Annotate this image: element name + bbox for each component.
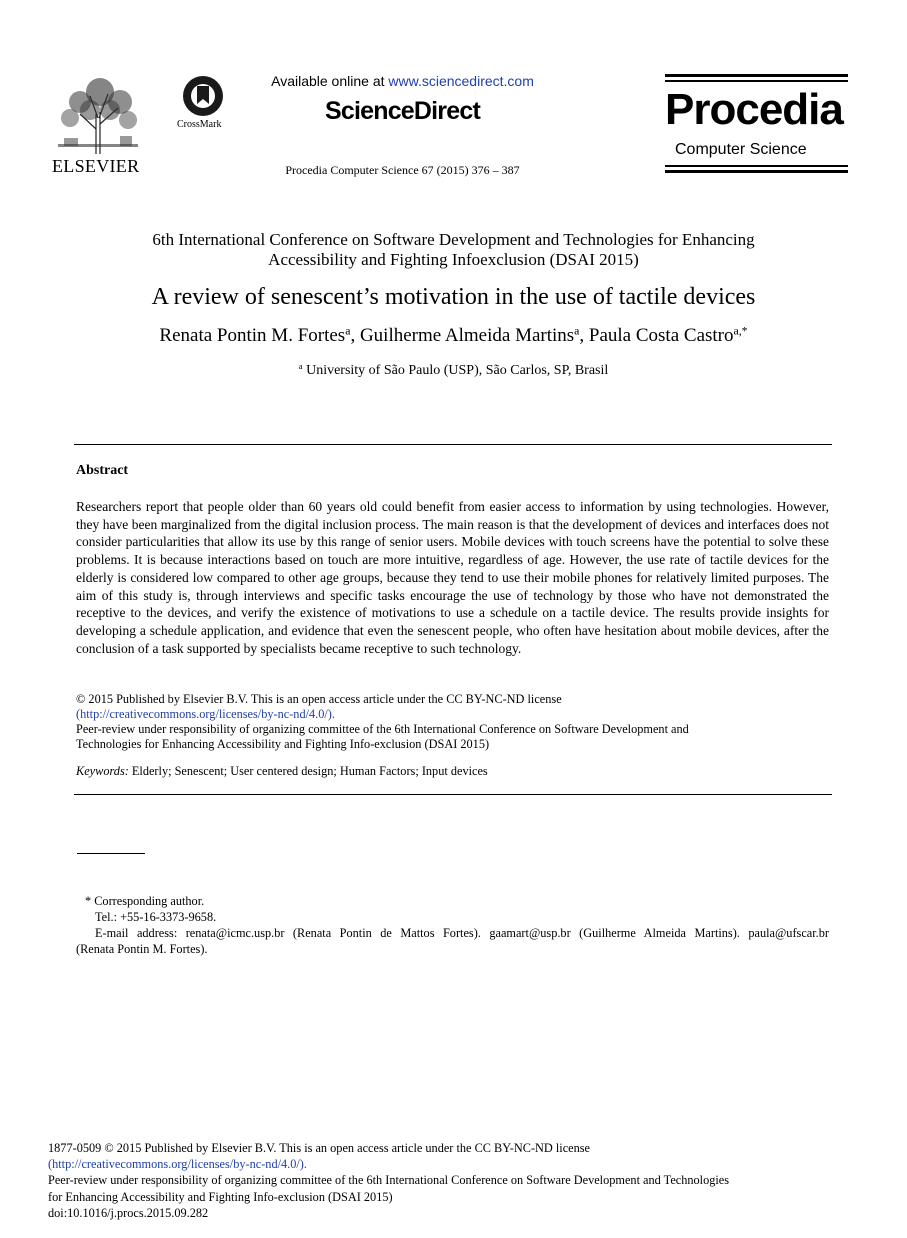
keywords bbox=[76, 764, 488, 779]
conference-line-2: Accessibility and Fighting Infoexclusion (DSAI 2015) bbox=[268, 250, 639, 269]
corresponding-author-note bbox=[76, 893, 829, 957]
page-footer bbox=[48, 1140, 848, 1221]
corresponding-author-email-1: E-mail address: renata@icmc.usp.br (Renata Pontin de Mattos Fortes). gaamart@usp.br (Guilherme Almeida Martins). paula@ufscar.br bbox=[95, 926, 829, 940]
elsevier-wordmark: ELSEVIER bbox=[52, 156, 140, 176]
corresponding-author-tel: Tel.: +55-16-3373-9658. bbox=[95, 910, 217, 924]
peer-review-line-2: Technologies for Enhancing Accessibility and Fighting Info-exclusion (DSAI 2015) bbox=[76, 737, 490, 751]
available-online bbox=[230, 73, 575, 89]
affiliation bbox=[40, 363, 867, 379]
corresponding-author-email-2: (Renata Pontin M. Fortes). bbox=[76, 942, 208, 956]
author-name: Guilherme Almeida Martins bbox=[359, 325, 575, 346]
abstract-body: Researchers report that people older than 60 years old could benefit from easier access to information by using technologies. However, they have been marginalized from the digital inclusion process. The main reason is that the development of devices and interfaces does not consider particularities that allow its use by this range of senior users. Mobile devices with touch screens have the potential to solve these problems. It is because interactions based on touch are more intuitive, regardless of age. However, the use rate of tactile devices for the elderly is considered low compared to other age groups, because they tend to use their mobile phones for relatively limited purposes. The aim of this study is, through interviews and specific tasks encourage the use of technology by those who have not demonstrated the receptive to the devices, and verify the existence of motivations to use a schedule on a tactile device. The results provide insights for developing a schedule application, and evidence that even the senescent people, who often have hesitation about mobile devices, after the conclusion of a task supported by specialists became receptive to such technology. bbox=[76, 499, 829, 656]
elsevier-logo bbox=[50, 74, 148, 178]
footer-peer-review-line-1: Peer-review under responsibility of organizing committee of the 6th International Conference on Software Development and Technologies bbox=[48, 1173, 730, 1188]
author-name: Paula Costa Castro bbox=[588, 325, 734, 346]
procedia-logo bbox=[665, 74, 848, 175]
crossmark-icon bbox=[176, 74, 232, 118]
procedia-subtitle: Computer Science bbox=[675, 141, 807, 158]
crossmark-logo[interactable] bbox=[176, 74, 232, 134]
author-name: Renata Pontin M. Fortes bbox=[159, 325, 346, 346]
available-online-prefix: Available online at bbox=[271, 73, 389, 89]
affiliation-mark: a bbox=[298, 361, 303, 372]
footer-peer-review-line-2: for Enhancing Accessibility and Fighting Info-exclusion (DSAI 2015) bbox=[48, 1189, 393, 1204]
abstract-heading: Abstract bbox=[76, 463, 129, 478]
elsevier-tree-icon bbox=[50, 74, 146, 156]
author-separator: , bbox=[579, 325, 589, 346]
keywords-list: Elderly; Senescent; User centered design; Human Factors; Input devices bbox=[128, 764, 488, 778]
author-list bbox=[40, 325, 867, 347]
corresponding-author-label: * Corresponding author. bbox=[85, 894, 205, 908]
abstract-bottom-rule bbox=[74, 794, 832, 795]
paper-title: A review of senescent’s motivation in the use of tactile devices bbox=[151, 284, 756, 310]
footer-license-url-link[interactable]: (http://creativecommons.org/licenses/by-nc-nd/4.0/). bbox=[48, 1157, 307, 1172]
keywords-label: Keywords: bbox=[76, 764, 129, 778]
procedia-bottom-rule-thin bbox=[665, 165, 848, 167]
author-affiliation-mark: a bbox=[574, 324, 580, 338]
author-affiliation-mark: a,* bbox=[733, 324, 748, 338]
footer-license-line: 1877-0509 © 2015 Published by Elsevier B.V. This is an open access article under the CC BY-NC-ND license bbox=[48, 1141, 591, 1155]
affiliation-text: University of São Paulo (USP), São Carlos, SP, Brasil bbox=[302, 363, 609, 378]
license-line: © 2015 Published by Elsevier B.V. This is an open access article under the CC BY-NC-ND license bbox=[76, 692, 562, 706]
procedia-title: Procedia bbox=[665, 85, 843, 134]
abstract-top-rule bbox=[74, 444, 832, 445]
procedia-top-rule-thin bbox=[665, 80, 848, 82]
license-notice bbox=[76, 692, 836, 752]
conference-line-1: 6th International Conference on Software Development and Technologies for Enhancing bbox=[152, 230, 755, 249]
sciencedirect-link[interactable]: www.sciencedirect.com bbox=[388, 73, 534, 89]
peer-review-line-1: Peer-review under responsibility of organizing committee of the 6th International Conference on Software Development and bbox=[76, 722, 689, 736]
author-affiliation-mark: a bbox=[345, 324, 351, 338]
author-separator: , bbox=[350, 325, 360, 346]
footnote-rule bbox=[77, 853, 145, 854]
conference-name bbox=[40, 230, 867, 270]
procedia-top-rule bbox=[665, 74, 848, 77]
journal-citation: Procedia Computer Science 67 (2015) 376 – 387 bbox=[285, 163, 520, 177]
license-url-link[interactable]: (http://creativecommons.org/licenses/by-nc-nd/4.0/). bbox=[76, 707, 335, 721]
procedia-bottom-rule bbox=[665, 170, 848, 173]
crossmark-label: CrossMark bbox=[177, 119, 222, 130]
footer-doi: doi:10.1016/j.procs.2015.09.282 bbox=[48, 1205, 209, 1220]
sciencedirect-logo: ScienceDirect bbox=[325, 97, 480, 125]
